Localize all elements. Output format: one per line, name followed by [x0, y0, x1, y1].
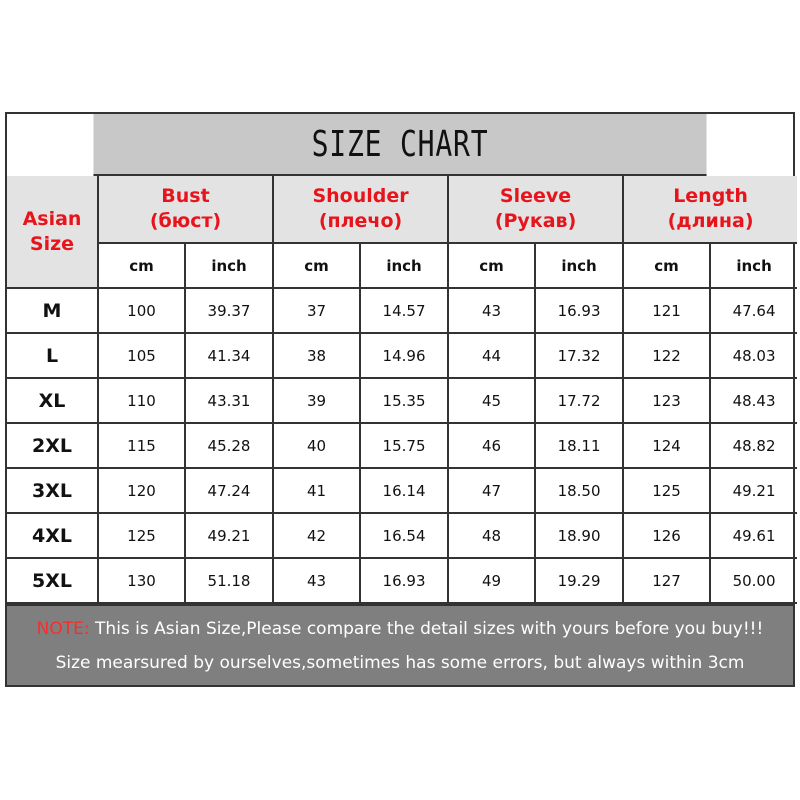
value-cell: 115 — [98, 423, 185, 468]
table-row — [7, 513, 797, 558]
value-cell: 110 — [98, 378, 185, 423]
value-cell: 48.82 — [710, 423, 797, 468]
table-row — [7, 333, 797, 378]
value-cell: 123 — [623, 378, 710, 423]
value-cell: 16.93 — [360, 558, 448, 603]
size-label-line1: Asian — [22, 207, 82, 230]
note-line — [7, 612, 793, 646]
size-cell: 4XL — [7, 513, 98, 558]
value-cell: 122 — [623, 333, 710, 378]
value-cell: 47.24 — [185, 468, 273, 513]
value-cell: 45 — [448, 378, 535, 423]
value-cell: 40 — [273, 423, 360, 468]
value-cell: 42 — [273, 513, 360, 558]
value-cell: 47 — [448, 468, 535, 513]
value-cell: 49.61 — [710, 513, 797, 558]
shoulder-label: Shoulder — [312, 185, 409, 207]
sleeve-sublabel: (Рукав) — [494, 210, 577, 232]
unit-header-inch: inch — [185, 243, 273, 288]
size-cell: 2XL — [7, 423, 98, 468]
value-cell: 48.43 — [710, 378, 797, 423]
value-cell: 48 — [448, 513, 535, 558]
value-cell: 127 — [623, 558, 710, 603]
table-row — [7, 468, 797, 513]
value-cell: 17.32 — [535, 333, 623, 378]
value-cell: 43 — [448, 288, 535, 333]
table-row — [7, 423, 797, 468]
value-cell: 16.93 — [535, 288, 623, 333]
length-sublabel: (длина) — [667, 210, 754, 232]
size-label-line2: Size — [29, 232, 75, 255]
value-cell: 41 — [273, 468, 360, 513]
value-cell: 41.34 — [185, 333, 273, 378]
size-table-body — [7, 288, 797, 603]
value-cell: 49 — [448, 558, 535, 603]
size-cell: L — [7, 333, 98, 378]
value-cell: 39.37 — [185, 288, 273, 333]
value-cell: 126 — [623, 513, 710, 558]
value-cell: 43 — [273, 558, 360, 603]
size-cell: 5XL — [7, 558, 98, 603]
value-cell: 38 — [273, 333, 360, 378]
value-cell: 18.11 — [535, 423, 623, 468]
value-cell: 18.90 — [535, 513, 623, 558]
size-column-header — [7, 176, 98, 288]
bust-header — [98, 176, 273, 243]
unit-header-inch: inch — [535, 243, 623, 288]
size-cell: XL — [7, 378, 98, 423]
unit-header-inch: inch — [360, 243, 448, 288]
value-cell: 47.64 — [710, 288, 797, 333]
note-text: This is Asian Size,Please compare the detail sizes with yours before you buy!!! — [89, 619, 764, 639]
value-cell: 15.75 — [360, 423, 448, 468]
sleeve-label: Sleeve — [499, 185, 572, 207]
value-cell: 44 — [448, 333, 535, 378]
value-cell: 100 — [98, 288, 185, 333]
size-cell: 3XL — [7, 468, 98, 513]
footer-notes — [7, 604, 793, 685]
size-cell: M — [7, 288, 98, 333]
value-cell: 120 — [98, 468, 185, 513]
value-cell: 125 — [98, 513, 185, 558]
unit-header-inch: inch — [710, 243, 797, 288]
table-row — [7, 288, 797, 333]
value-cell: 14.96 — [360, 333, 448, 378]
chart-title: SIZE CHART — [93, 114, 706, 176]
sleeve-header — [448, 176, 623, 243]
value-cell: 49.21 — [185, 513, 273, 558]
size-chart — [5, 112, 795, 687]
length-label: Length — [673, 185, 748, 207]
unit-header-cm: cm — [273, 243, 360, 288]
value-cell: 49.21 — [710, 468, 797, 513]
value-cell: 121 — [623, 288, 710, 333]
value-cell: 16.14 — [360, 468, 448, 513]
value-cell: 46 — [448, 423, 535, 468]
measurement-note: Size mearsured by ourselves,sometimes has some errors, but always within 3cm — [55, 653, 745, 673]
value-cell: 18.50 — [535, 468, 623, 513]
value-cell: 16.54 — [360, 513, 448, 558]
value-cell: 50.00 — [710, 558, 797, 603]
value-cell: 124 — [623, 423, 710, 468]
value-cell: 14.57 — [360, 288, 448, 333]
shoulder-header — [273, 176, 448, 243]
value-cell: 125 — [623, 468, 710, 513]
value-cell: 15.35 — [360, 378, 448, 423]
value-cell: 43.31 — [185, 378, 273, 423]
shoulder-sublabel: (плечо) — [318, 210, 403, 232]
value-cell: 39 — [273, 378, 360, 423]
value-cell: 48.03 — [710, 333, 797, 378]
value-cell: 51.18 — [185, 558, 273, 603]
size-table — [7, 176, 797, 604]
value-cell: 19.29 — [535, 558, 623, 603]
table-row — [7, 558, 797, 603]
table-row — [7, 378, 797, 423]
unit-header-cm: cm — [623, 243, 710, 288]
length-header — [623, 176, 797, 243]
note-label: NOTE: — [36, 619, 90, 639]
value-cell: 130 — [98, 558, 185, 603]
bust-sublabel: (бюст) — [149, 210, 222, 232]
value-cell: 45.28 — [185, 423, 273, 468]
bust-label: Bust — [161, 185, 210, 207]
value-cell: 105 — [98, 333, 185, 378]
value-cell: 17.72 — [535, 378, 623, 423]
unit-header-cm: cm — [98, 243, 185, 288]
unit-header-cm: cm — [448, 243, 535, 288]
value-cell: 37 — [273, 288, 360, 333]
